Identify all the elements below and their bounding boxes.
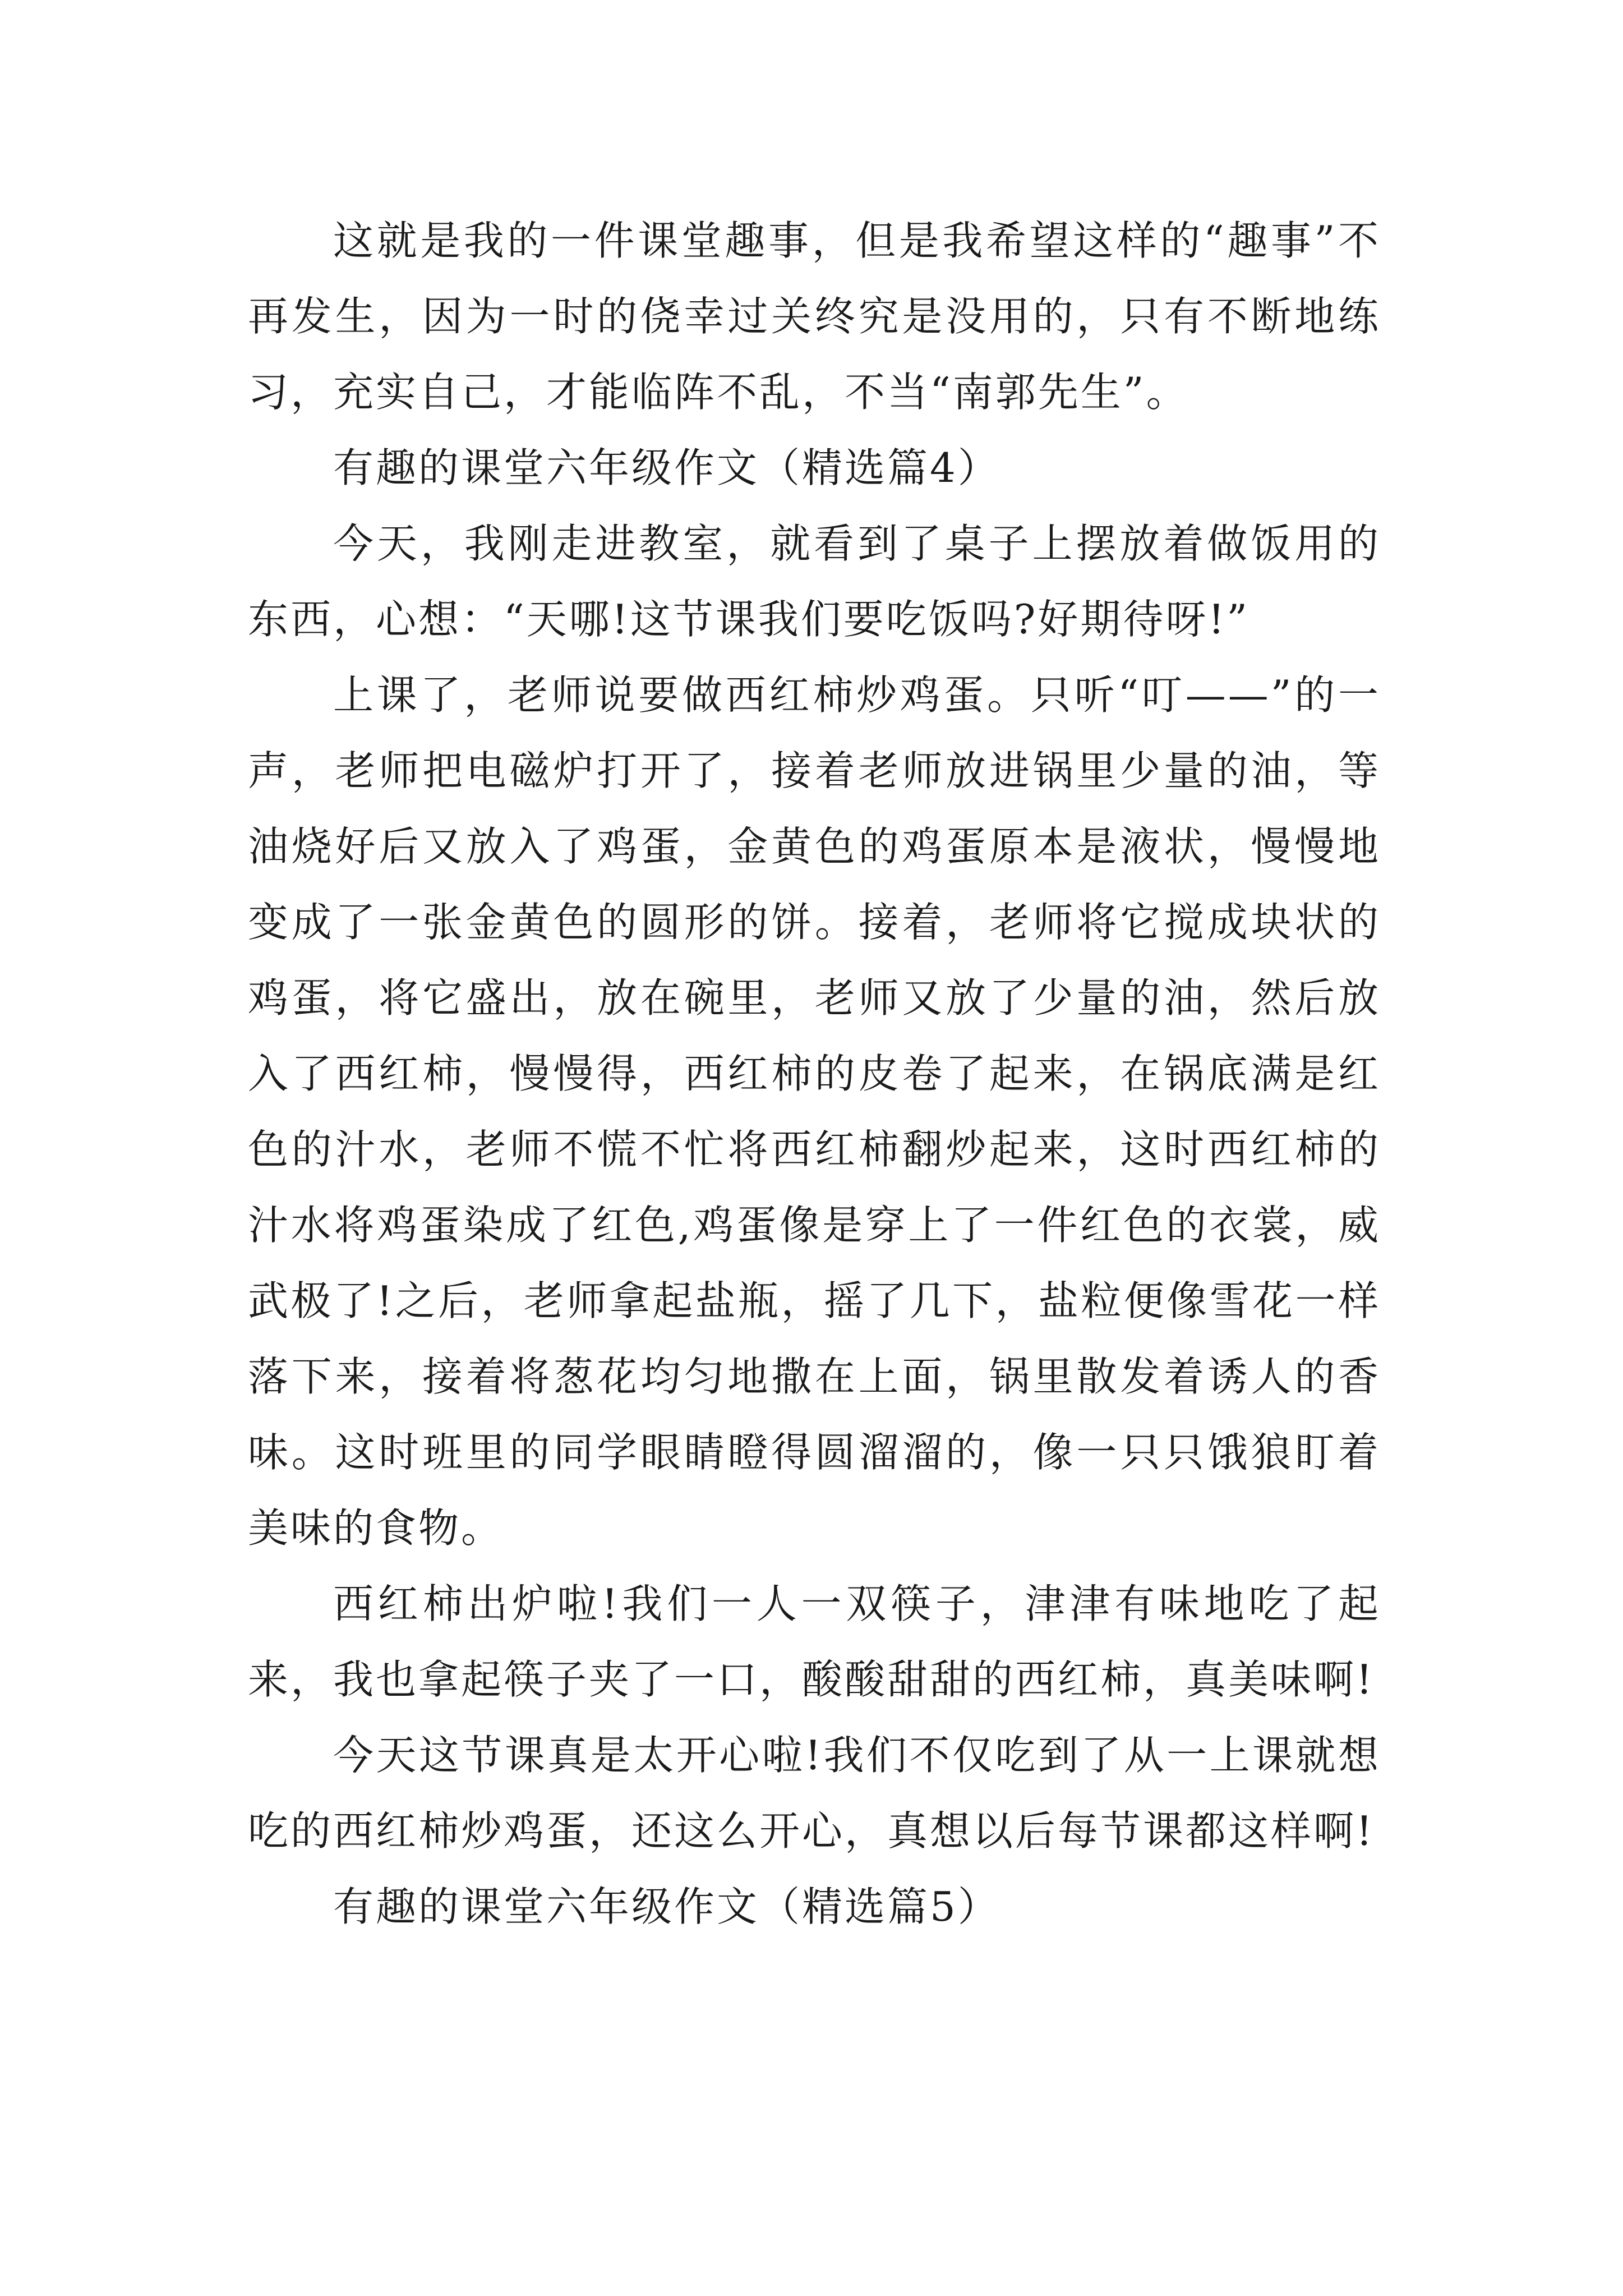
section-heading: 有趣的课堂六年级作文（精选篇5） — [333, 1883, 1000, 1930]
paragraph: 上课了，老师说要做西红柿炒鸡蛋。只听“叮——”的一声，老师把电磁炉打开了，接着老师放进锅里少量的油，等油烧好后又放入了鸡蛋，金黄色的鸡蛋原本是液状，慢慢地变成了一张金黄色的圆形的饼。接着，老师将它搅成块状的鸡蛋，将它盛出，放在碗里，老师又放了少量的油，然后放入了西红柿，慢慢得，西红柿的皮卷了起来，在锅底满是红色的汁水，老师不慌不忙将西红柿翻炒起来，这时西红柿的汁水将鸡蛋染成了红色,鸡蛋像是穿上了一件红色的衣裳，威武极了!之后，老师拿起盐瓶，摇了几下，盐粒便像雪花一样落下来，接着将葱花均匀地撒在上面，锅里散发着诱人的香味。这时班里的同学眼睛瞪得圆溜溜的，像一只只饿狼盯着美味的食物。 — [248, 671, 1381, 1552]
document-body — [248, 203, 1381, 1945]
paragraph: 西红柿出炉啦!我们一人一双筷子，津津有味地吃了起来，我也拿起筷子夹了一口，酸酸甜甜的西红柿，真美味啊! — [248, 1580, 1381, 1703]
paragraph: 这就是我的一件课堂趣事，但是我希望这样的“趣事”不再发生，因为一时的侥幸过关终究是没用的，只有不断地练习，充实自己，才能临阵不乱，不当“南郭先生”。 — [248, 217, 1381, 416]
section-heading: 有趣的课堂六年级作文（精选篇4） — [333, 444, 1000, 491]
paragraph: 今天，我刚走进教室，就看到了桌子上摆放着做饭用的东西，心想：“天哪!这节课我们要吃饭吗?好期待呀!” — [248, 520, 1381, 643]
paragraph: 今天这节课真是太开心啦!我们不仅吃到了从一上课就想吃的西红柿炒鸡蛋，还这么开心，真想以后每节课都这样啊! — [248, 1732, 1381, 1855]
